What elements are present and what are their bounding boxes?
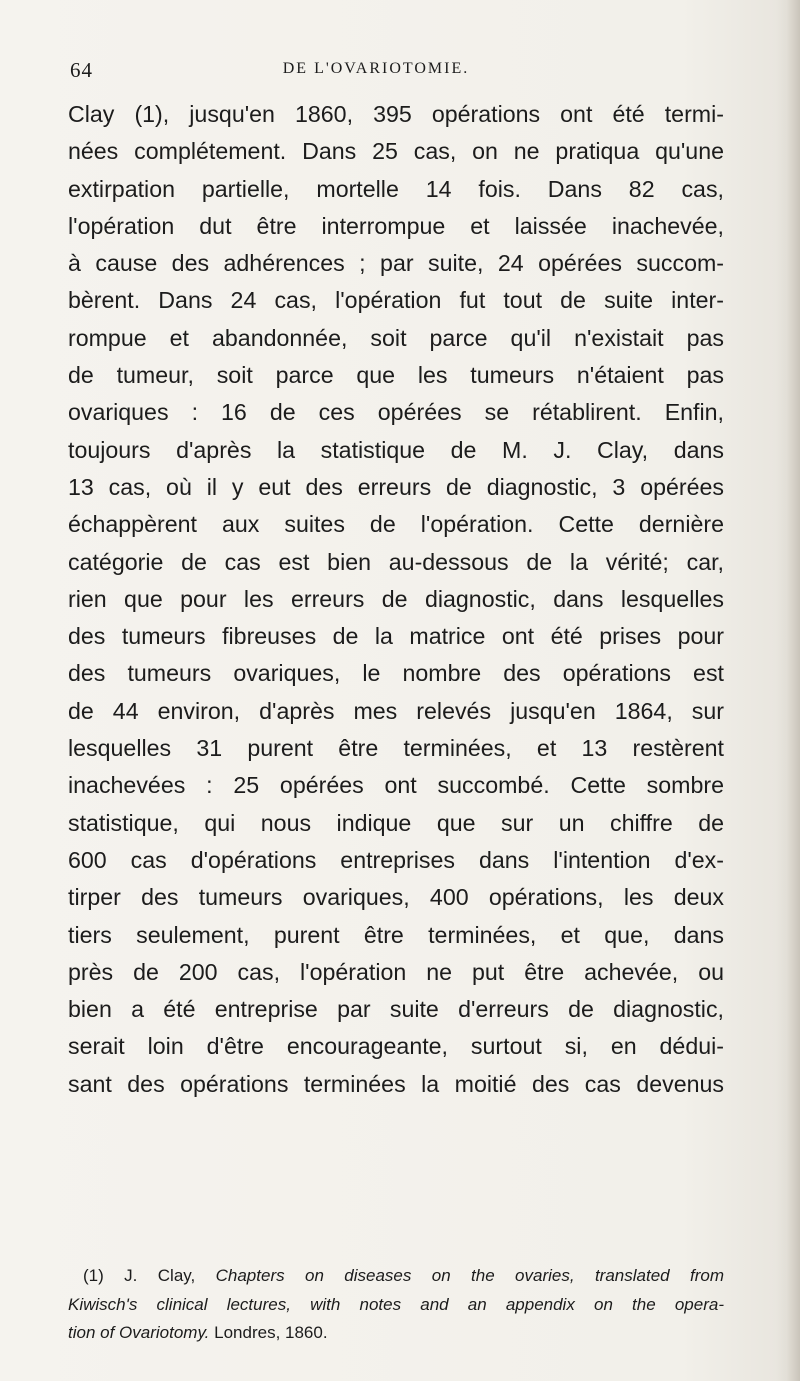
footnote-line: Kiwisch's clinical lectures, with notes and an appendix on the opera- <box>68 1294 724 1314</box>
text-line: nées complétement. Dans 25 cas, on ne pratiqua qu'une <box>68 138 724 165</box>
running-title: DE L'OVARIOTOMIE. <box>282 60 470 77</box>
text-line: serait loin d'être encourageante, surtout si, en dédui- <box>68 1033 724 1060</box>
text-line: inachevées : 25 opérées ont succombé. Cette sombre <box>68 772 724 799</box>
text-line: près de 200 cas, l'opération ne put être achevée, ou <box>68 958 724 985</box>
page-edge <box>786 0 800 1381</box>
text-line: à cause des adhérences ; par suite, 24 opérées succom- <box>68 250 724 277</box>
footnote-marker: (1) J. Clay, <box>83 1266 196 1285</box>
text-line: l'opération dut être interrompue et laissée inachevée, <box>68 212 724 239</box>
text-line: 600 cas d'opérations entreprises dans l'intention d'ex- <box>68 846 724 873</box>
text-line: Clay (1), jusqu'en 1860, 395 opérations ont été termi- <box>68 101 724 127</box>
text-line: toujours d'après la statistique de M. J. Clay, dans <box>68 436 724 463</box>
text-line: tirper des tumeurs ovariques, 400 opérations, les deux <box>68 884 724 911</box>
footnote-line <box>68 1262 724 1291</box>
text-line: tiers seulement, purent être terminées, et que, dans <box>68 921 724 948</box>
text-line: statistique, qui nous indique que sur un chiffre de <box>68 809 724 836</box>
text-line: ovariques : 16 de ces opérées se rétablirent. Enfin, <box>68 399 724 426</box>
footnote-title-end: tion of Ovariotomy. <box>68 1323 210 1342</box>
text-line: rien que pour les erreurs de diagnostic, dans lesquelles <box>68 585 724 612</box>
text-line: extirpation partielle, mortelle 14 fois. Dans 82 cas, <box>68 175 724 202</box>
footnote-line <box>68 1319 724 1348</box>
text-line: de 44 environ, d'après mes relevés jusqu'en 1864, sur <box>68 697 724 724</box>
text-line: sant des opérations terminées la moitié des cas devenus <box>68 1070 724 1097</box>
text-line: bien a été entreprise par suite d'erreurs de diagnostic, <box>68 996 724 1023</box>
text-line: catégorie de cas est bien au-dessous de la vérité; car, <box>68 548 724 575</box>
footnote-publication: Londres, 1860. <box>209 1323 328 1342</box>
text-line: de tumeur, soit parce que les tumeurs n'étaient pas <box>68 362 724 389</box>
text-line: lesquelles 31 purent être terminées, et 13 restèrent <box>68 735 724 762</box>
footnote <box>68 1262 724 1348</box>
text-line: rompue et abandonnée, soit parce qu'il n'existait pas <box>68 324 724 351</box>
text-line: des tumeurs fibreuses de la matrice ont été prises pour <box>68 623 724 650</box>
body-text <box>68 96 724 1103</box>
text-line: bèrent. Dans 24 cas, l'opération fut tout de suite inter- <box>68 287 724 314</box>
page-number: 64 <box>70 58 93 82</box>
text-line: échappèrent aux suites de l'opération. Cette dernière <box>68 511 724 538</box>
text-line: des tumeurs ovariques, le nombre des opérations est <box>68 660 724 687</box>
footnote-title: Chapters on diseases on the ovaries, translated from <box>215 1266 724 1285</box>
page-header <box>66 58 726 88</box>
text-line: 13 cas, où il y eut des erreurs de diagnostic, 3 opérées <box>68 473 724 500</box>
